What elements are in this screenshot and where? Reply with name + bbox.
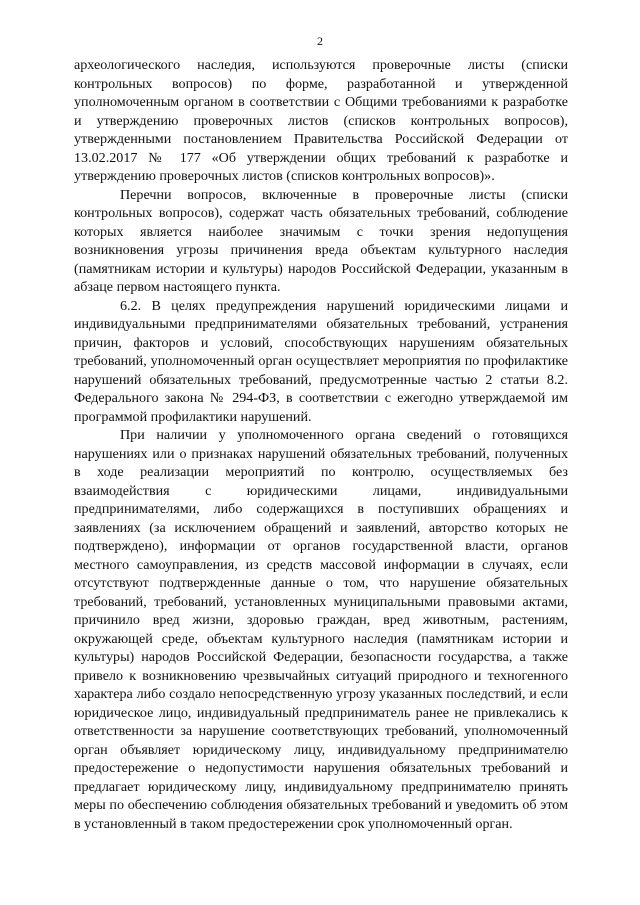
document-body	[74, 56, 568, 833]
paragraph-heritage-checklists: археологического наследия, используются проверочные листы (списки контрольных вопросов) по форме, разработанной и утвержденной уполномоченным органом в соответствии с Общими требованиями к разработке и утверждению проверочных листов (списков контрольных вопросов), утвержденными постановлением Правительства Российской Федерации от 13.02.2017 № 177 «Об утверждении общих требований к разработке и утверждению проверочных листов (списков контрольных вопросов)».	[74, 57, 568, 184]
paragraph-warning-procedure: При наличии у уполномоченного органа сведений о готовящихся нарушениях или о признаках нарушений обязательных требований, полученных в ходе реализации мероприятий по контролю, осуществляемых без взаимодействия с юридическими лицами, индивидуальными предпринимателями, либо содержащихся в поступивших обращениях и заявлениях (за исключением обращений и заявлений, авторство которых не подтверждено), информации от органов государственной власти, органов местного самоуправления, из средств массовой информации в случаях, если отсутствуют подтвержденные данные о том, что нарушение обязательных требований, требований, установленных муниципальными правовыми актами, причинило вред жизни, здоровью граждан, вред животным, растениям, окружающей среде, объектам культурного наследия (памятникам истории и культуры) народов Российской Федерации, безопасности государства, а также привело к возникновению чрезвычайных ситуаций природного и техногенного характера либо создало непосредственную угрозу указанных последствий, и если юридическое лицо, индивидуальный предприниматель ранее не привлекались к ответственности за нарушение соответствующих требований, уполномоченный орган объявляет юридическому лицу, индивидуальному предпринимателю предостережение о недопустимости нарушения обязательных требований и предлагает юридическому лицу, индивидуальному предпринимателю принять меры по обеспечению соблюдения обязательных требований и уведомить об этом в установленный в таком предостережении срок уполномоченный орган.	[74, 427, 568, 832]
paragraph-question-lists: Перечни вопросов, включенные в проверочные листы (списки контрольных вопросов), содержат часть обязательных требований, соблюдение которых является наиболее значимым с точки зрения недопущения возникновения угрозы причинения вреда объектам культурного наследия (памятникам истории и культуры) народов Российской Федерации, указанным в абзаце первом настоящего пункта.	[74, 186, 568, 295]
paragraph-6-2-prevention: 6.2. В целях предупреждения нарушений юридическими лицами и индивидуальными предпринимателями обязательных требований, устранения причин, факторов и условий, способствующих нарушениям обязательных требований, уполномоченный орган осуществляет мероприятия по профилактике нарушений обязательных требований, предусмотренные частью 2 статьи 8.2. Федерального закона № 294-ФЗ, в соответствии с ежегодно утверждаемой им программой профилактики нарушений.	[74, 297, 568, 425]
page-number: 2	[317, 34, 323, 48]
